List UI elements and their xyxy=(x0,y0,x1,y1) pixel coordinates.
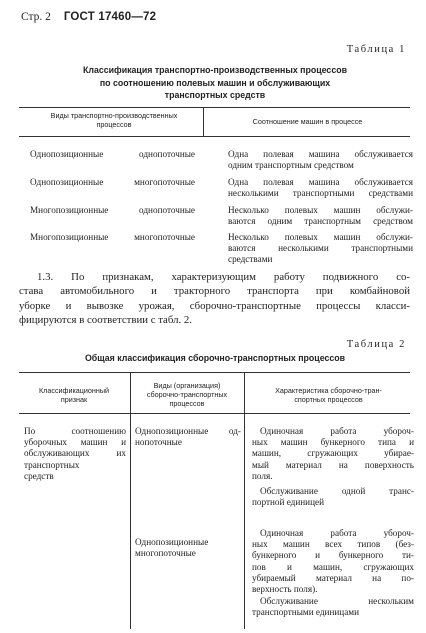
characteristic-line: верхность поля). xyxy=(252,584,318,595)
characteristic-line: Одиночная работа убороч- xyxy=(260,426,414,436)
ratio-line: одним транспортным средством xyxy=(228,160,354,171)
table2-characteristic-4 xyxy=(252,596,414,618)
paragraph-line: става автомобильного и тракторного транспорта при комбайновой xyxy=(19,285,410,298)
ratio-line: ваются несколькими транспортными xyxy=(228,243,413,254)
table2-header-feature xyxy=(20,386,128,404)
ratio-line: средствами xyxy=(228,254,273,265)
table2-characteristic-3 xyxy=(252,528,414,595)
characteristic-line: бункерного и бункерного ти- xyxy=(252,550,414,561)
paragraph-line: уборке и вывозке урожая, сборочно-транспортные процессы класси- xyxy=(19,299,410,312)
characteristic-line: транспортными единицами xyxy=(252,607,360,618)
type-line: многопоточные xyxy=(135,548,196,559)
characteristic-line: ных машин бункерного типа и xyxy=(252,437,414,448)
type-line: Однопозиционные од- xyxy=(135,426,241,436)
table1-caption-line: Классификация транспортно-производственных процессов xyxy=(82,65,347,75)
table1-row2-kind: Однопозиционные многопоточные xyxy=(30,177,195,187)
table2-characteristic-2 xyxy=(252,486,414,508)
table1-row4-kind: Многопозиционные многопоточные xyxy=(30,232,195,242)
table1-caption xyxy=(55,64,375,102)
table1-top-rule xyxy=(19,107,410,108)
ratio-line: ваются одним транспортным средством xyxy=(228,216,413,227)
feature-line: транспортных xyxy=(24,459,80,470)
table1-row4-ratio xyxy=(228,232,413,266)
table2-characteristic-1 xyxy=(252,426,414,482)
feature-line: обслуживающих их xyxy=(24,448,126,459)
table1-row3-kind: Многопозиционные однопоточные xyxy=(30,205,195,215)
ratio-line: Несколько полевых машин обслужи- xyxy=(228,232,413,242)
paragraph-1-3 xyxy=(19,270,410,327)
characteristic-line: машин, сгружающих убирае- xyxy=(252,448,414,459)
ratio-line: Одна полевая машина обслуживается xyxy=(228,177,413,187)
characteristic-line: Обслуживание нескольким xyxy=(260,596,414,606)
characteristic-line: Обслуживание одной транс- xyxy=(260,486,414,496)
table1-caption-line: по соотношению полевых машин и обслуживающих xyxy=(99,77,331,88)
table1-row3-ratio xyxy=(228,205,413,227)
header-line: процессов xyxy=(169,399,205,408)
ratio-line: Несколько полевых машин обслужи- xyxy=(228,205,413,215)
table2-label: Таблица 2 xyxy=(346,339,406,350)
characteristic-line: поля. xyxy=(252,470,273,481)
ratio-line: несколькими транспортными средствами xyxy=(228,188,413,199)
paragraph-line: фицируются в соответствии с табл. 2. xyxy=(19,313,192,326)
table2-type-1 xyxy=(135,426,241,448)
table2-feature xyxy=(24,426,126,482)
header-line: признак xyxy=(60,395,88,404)
table1-header-rule xyxy=(19,136,410,137)
table1-row2-ratio xyxy=(228,177,413,199)
table1-header-ratio: Соотношение машин в процессе xyxy=(252,117,363,126)
table2-type-2 xyxy=(135,537,241,559)
page-number: Стр. 2 xyxy=(21,11,51,23)
table1-row1-kind: Однопозиционные однопоточные xyxy=(30,149,195,159)
table1-label: Таблица 1 xyxy=(346,44,406,55)
table1-row1-ratio xyxy=(228,149,413,171)
table2-header-rule xyxy=(19,413,410,414)
ratio-line: Одна полевая машина обслуживается xyxy=(228,149,413,159)
page-header xyxy=(21,11,156,23)
feature-line: средств xyxy=(24,470,54,481)
table1-header-divider xyxy=(203,107,204,136)
table2-divider-2 xyxy=(244,372,245,629)
characteristic-line: убираемый материал на по- xyxy=(252,572,414,583)
table2-header-types xyxy=(132,381,242,408)
header-line: Виды (организация) xyxy=(153,381,221,390)
characteristic-line: пов и машин, сгружающих xyxy=(252,561,414,572)
characteristic-line: мый материал на поверхность xyxy=(252,459,414,470)
table2-header-characteristics xyxy=(247,386,410,404)
header-line: спортных процессов xyxy=(294,395,363,404)
table2-caption: Общая классификация сборочно-транспортных процессов xyxy=(84,353,346,363)
type-line: нопоточные xyxy=(135,437,182,448)
table1-header-kind: Виды транспортно-производственных процессов xyxy=(50,111,178,129)
paragraph-line: 1.3. По признакам, характеризующим работу подвижного со- xyxy=(37,271,410,283)
table1-caption-line: транспортных средств xyxy=(164,90,266,100)
characteristic-line: портной единицей xyxy=(252,497,325,508)
standard-number: ГОСТ 17460—72 xyxy=(63,11,157,23)
feature-line: уборочных машин и xyxy=(24,437,126,448)
table2-divider-1 xyxy=(130,372,131,629)
characteristic-line: Одиночная работа убороч- xyxy=(260,528,414,538)
header-line: Классификационный xyxy=(38,386,110,395)
feature-line: По соотношению xyxy=(24,426,126,436)
table2-top-rule xyxy=(19,372,410,373)
header-line: сборочно-транспортных xyxy=(146,390,228,399)
header-line: Характеристика сборочно-тран- xyxy=(275,386,382,395)
type-line: Однопозиционные xyxy=(135,537,209,547)
characteristic-line: ных машин всех типов (без- xyxy=(252,539,414,550)
